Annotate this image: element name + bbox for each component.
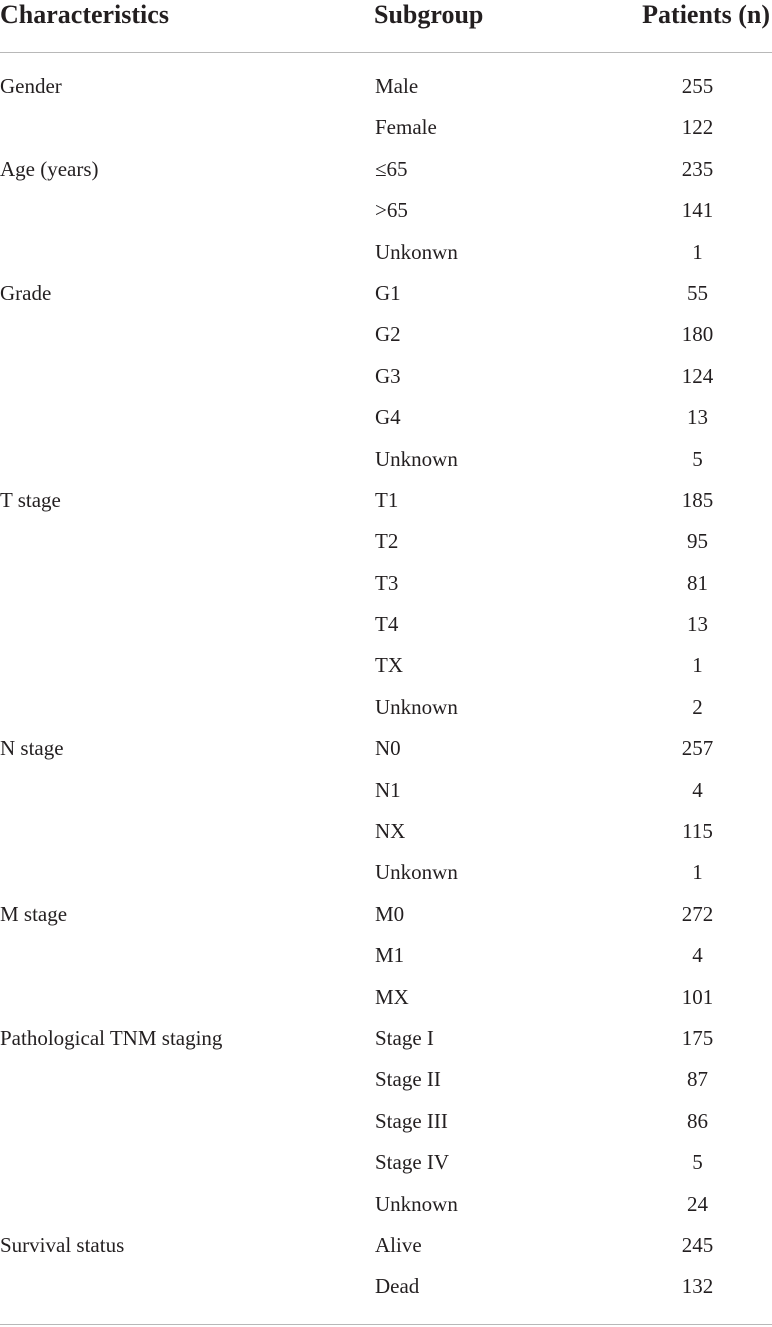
table-row bbox=[0, 771, 772, 812]
cell-subgroup: Stage I bbox=[375, 1025, 434, 1050]
cell-patients: 13 bbox=[687, 405, 708, 430]
cell-patients: 115 bbox=[682, 819, 713, 844]
table-row bbox=[0, 1226, 772, 1267]
cell-patients: 1 bbox=[692, 239, 703, 264]
cell-patients: 55 bbox=[687, 280, 708, 305]
cell-subgroup: M0 bbox=[375, 901, 405, 926]
cell-patients: 95 bbox=[687, 529, 708, 554]
table-row bbox=[0, 1060, 772, 1101]
cell-patients: 122 bbox=[681, 115, 714, 140]
table-row bbox=[0, 564, 772, 605]
table-row bbox=[0, 688, 772, 729]
cell-subgroup: MX bbox=[375, 984, 409, 1009]
cell-patients: 141 bbox=[681, 198, 714, 223]
cell-subgroup: ≤65 bbox=[375, 156, 408, 181]
cell-characteristic: M stage bbox=[0, 901, 68, 926]
cell-characteristic: Pathological TNM staging bbox=[0, 1025, 223, 1050]
cell-patients: 2 bbox=[692, 694, 703, 719]
table-row bbox=[0, 522, 772, 563]
cell-patients: 1 bbox=[692, 653, 703, 678]
cell-subgroup: Unknown bbox=[375, 694, 458, 719]
cell-subgroup: NX bbox=[375, 819, 406, 844]
cell-patients: 101 bbox=[681, 984, 714, 1009]
cell-patients: 257 bbox=[681, 736, 714, 761]
table-row bbox=[0, 191, 772, 232]
table-row bbox=[0, 315, 772, 356]
table-row bbox=[0, 1019, 772, 1060]
cell-characteristic: N stage bbox=[0, 736, 64, 761]
cell-subgroup: Stage III bbox=[375, 1108, 448, 1133]
cell-subgroup: G4 bbox=[375, 405, 401, 430]
cell-subgroup: G2 bbox=[375, 322, 401, 347]
header-patients: Patients (n) bbox=[642, 0, 770, 29]
cell-subgroup: G1 bbox=[375, 280, 401, 305]
table-row bbox=[0, 440, 772, 481]
cell-subgroup: T3 bbox=[375, 570, 399, 595]
cell-subgroup: Stage IV bbox=[375, 1150, 450, 1175]
table-row bbox=[0, 646, 772, 687]
cell-characteristic: Grade bbox=[0, 280, 52, 305]
header-subgroup: Subgroup bbox=[374, 0, 484, 29]
table-row bbox=[0, 936, 772, 977]
cell-subgroup: Alive bbox=[375, 1232, 422, 1257]
cell-subgroup: G3 bbox=[375, 363, 401, 388]
table-row bbox=[0, 398, 772, 439]
cell-patients: 245 bbox=[681, 1232, 714, 1257]
cell-patients: 4 bbox=[692, 777, 703, 802]
cell-subgroup: Stage II bbox=[375, 1067, 441, 1092]
cell-patients: 4 bbox=[692, 943, 703, 968]
cell-patients: 180 bbox=[681, 322, 714, 347]
cell-subgroup: >65 bbox=[375, 198, 408, 223]
table-row bbox=[0, 605, 772, 646]
cell-patients: 124 bbox=[681, 363, 714, 388]
cell-subgroup: Unknown bbox=[375, 446, 458, 471]
cell-subgroup: T4 bbox=[375, 612, 399, 637]
cell-patients: 87 bbox=[687, 1067, 708, 1092]
cell-patients: 235 bbox=[681, 156, 714, 181]
cell-patients: 1 bbox=[692, 860, 703, 885]
cell-patients: 272 bbox=[681, 901, 714, 926]
table-row bbox=[0, 812, 772, 853]
table-row bbox=[0, 1143, 772, 1184]
cell-subgroup: T1 bbox=[375, 487, 399, 512]
table-row bbox=[0, 729, 772, 770]
table-row bbox=[0, 274, 772, 315]
table-header bbox=[0, 0, 772, 53]
cell-patients: 132 bbox=[681, 1274, 714, 1299]
cell-subgroup: Female bbox=[375, 115, 437, 140]
cell-subgroup: N0 bbox=[375, 736, 401, 761]
table-row bbox=[0, 978, 772, 1019]
table-row bbox=[0, 853, 772, 894]
table-row bbox=[0, 1102, 772, 1143]
cell-subgroup: Dead bbox=[375, 1274, 420, 1299]
table-row bbox=[0, 1267, 772, 1308]
cell-patients: 5 bbox=[692, 446, 703, 471]
table-bottom-rule bbox=[0, 1324, 772, 1325]
cell-characteristic: Survival status bbox=[0, 1232, 125, 1257]
cell-patients: 5 bbox=[692, 1150, 703, 1175]
cell-patients: 81 bbox=[687, 570, 708, 595]
cell-characteristic: Gender bbox=[0, 74, 62, 98]
cell-characteristic: Age (years) bbox=[0, 156, 99, 181]
cell-subgroup: TX bbox=[375, 653, 403, 678]
table-row bbox=[0, 233, 772, 274]
cell-characteristic: T stage bbox=[0, 487, 61, 512]
cell-patients: 255 bbox=[681, 74, 714, 98]
table-row bbox=[0, 481, 772, 522]
table-body bbox=[0, 53, 772, 1309]
table-row bbox=[0, 150, 772, 191]
cell-subgroup: N1 bbox=[375, 777, 401, 802]
cell-subgroup: Unknown bbox=[375, 1191, 458, 1216]
table-row bbox=[0, 895, 772, 936]
cell-patients: 86 bbox=[687, 1108, 708, 1133]
table-row bbox=[0, 357, 772, 398]
cell-subgroup: Male bbox=[375, 74, 419, 98]
cell-subgroup: Unkonwn bbox=[375, 239, 458, 264]
table-row bbox=[0, 1185, 772, 1226]
cell-patients: 24 bbox=[687, 1191, 708, 1216]
cell-patients: 175 bbox=[681, 1025, 714, 1050]
table-row bbox=[0, 67, 772, 108]
cell-subgroup: M1 bbox=[375, 943, 405, 968]
table-row bbox=[0, 108, 772, 149]
cell-subgroup: T2 bbox=[375, 529, 399, 554]
cell-subgroup: Unkonwn bbox=[375, 860, 458, 885]
cell-patients: 185 bbox=[681, 487, 714, 512]
cell-patients: 13 bbox=[687, 612, 708, 637]
header-characteristics: Characteristics bbox=[0, 0, 169, 29]
